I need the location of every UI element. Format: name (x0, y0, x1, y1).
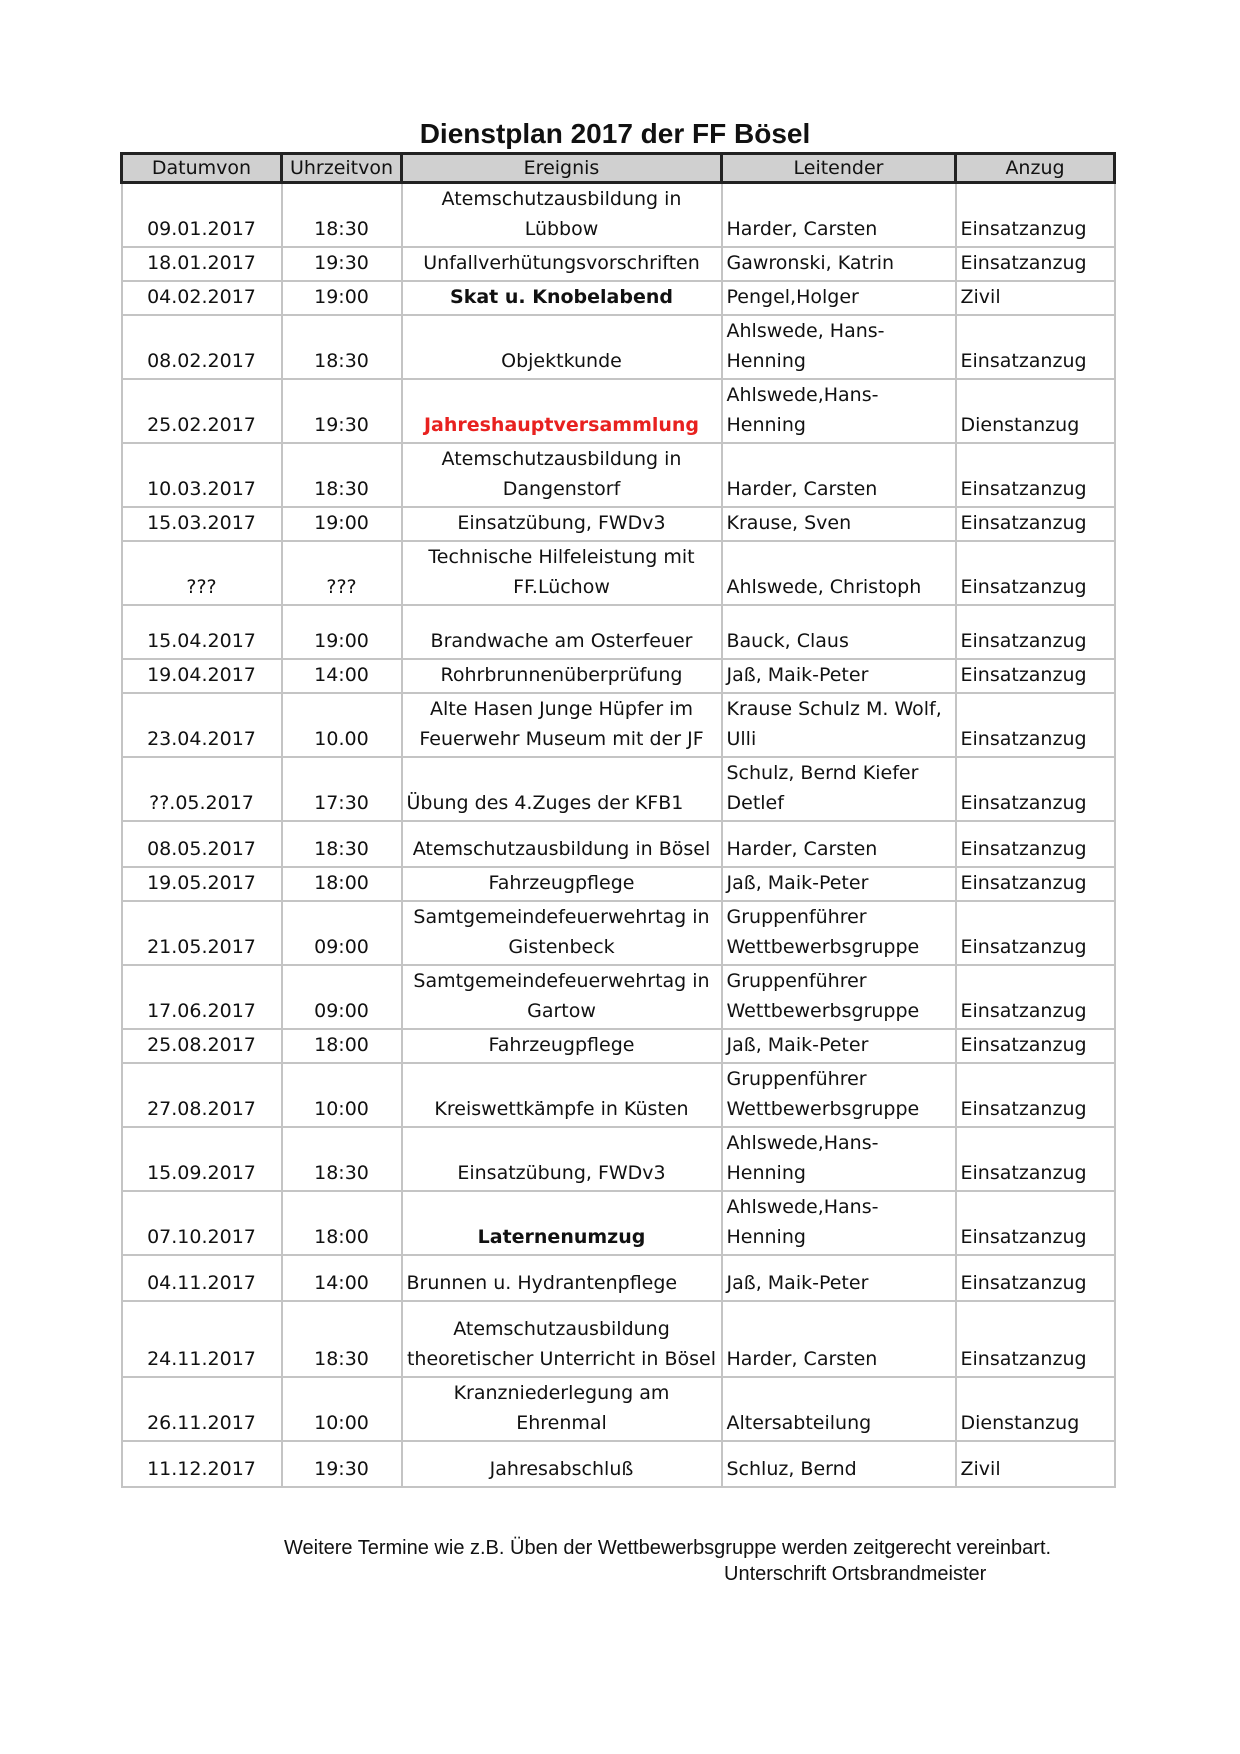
cell-attire: Einsatzanzug (956, 443, 1115, 507)
table-row (122, 1441, 1115, 1487)
cell-time: 19:00 (282, 507, 402, 541)
cell-attire: Zivil (956, 1441, 1115, 1487)
cell-event: Atemschutzausbildung in Lübbow (402, 183, 722, 248)
table-row (122, 1377, 1115, 1441)
cell-attire: Einsatzanzug (956, 821, 1115, 867)
cell-attire: Einsatzanzug (956, 757, 1115, 821)
cell-date: 10.03.2017 (122, 443, 282, 507)
cell-date: 04.11.2017 (122, 1255, 282, 1301)
cell-time: 18:00 (282, 1191, 402, 1255)
cell-leader: Harder, Carsten (722, 443, 956, 507)
column-header-attire: Anzug (956, 154, 1115, 183)
cell-event: Brunnen u. Hydrantenpflege (402, 1255, 722, 1301)
column-header-date: Datumvon (122, 154, 282, 183)
cell-leader: Harder, Carsten (722, 1301, 956, 1377)
cell-time: 19:30 (282, 379, 402, 443)
cell-event: Laternenumzug (402, 1191, 722, 1255)
table-row (122, 1255, 1115, 1301)
cell-attire: Einsatzanzug (956, 659, 1115, 693)
cell-date: 17.06.2017 (122, 965, 282, 1029)
cell-date: 21.05.2017 (122, 901, 282, 965)
column-header-event: Ereignis (402, 154, 722, 183)
signature-label: Unterschrift Ortsbrandmeister (724, 1563, 987, 1585)
cell-event: Alte Hasen Junge Hüpfer im Feuerwehr Museum mit der JF (402, 693, 722, 757)
cell-date: 15.03.2017 (122, 507, 282, 541)
cell-attire: Einsatzanzug (956, 605, 1115, 659)
cell-date: 15.09.2017 (122, 1127, 282, 1191)
cell-attire: Einsatzanzug (956, 901, 1115, 965)
table-row (122, 1029, 1115, 1063)
cell-leader: Ahlswede, Hans-Henning (722, 315, 956, 379)
cell-date: 15.04.2017 (122, 605, 282, 659)
cell-attire: Einsatzanzug (956, 867, 1115, 901)
cell-time: 14:00 (282, 1255, 402, 1301)
table-row (122, 443, 1115, 507)
cell-leader: Harder, Carsten (722, 183, 956, 248)
cell-leader: Ahlswede, Christoph (722, 541, 956, 605)
cell-leader: Harder, Carsten (722, 821, 956, 867)
cell-time: 19:00 (282, 605, 402, 659)
cell-time: 18:30 (282, 183, 402, 248)
cell-attire: Dienstanzug (956, 1377, 1115, 1441)
cell-date: ??.05.2017 (122, 757, 282, 821)
cell-event: Einsatzübung, FWDv3 (402, 507, 722, 541)
cell-time: 18:30 (282, 443, 402, 507)
cell-time: 18:30 (282, 1127, 402, 1191)
column-header-leader: Leitender (722, 154, 956, 183)
table-row (122, 183, 1115, 248)
cell-time: ??? (282, 541, 402, 605)
page-title: Dienstplan 2017 der FF Bösel (419, 118, 811, 149)
cell-time: 18:30 (282, 315, 402, 379)
table-row (122, 315, 1115, 379)
cell-leader: Jaß, Maik-Peter (722, 659, 956, 693)
cell-date: 25.02.2017 (122, 379, 282, 443)
cell-leader: Krause, Sven (722, 507, 956, 541)
cell-attire: Einsatzanzug (956, 1063, 1115, 1127)
cell-date: 19.05.2017 (122, 867, 282, 901)
cell-time: 18:00 (282, 1029, 402, 1063)
cell-leader: Jaß, Maik-Peter (722, 867, 956, 901)
cell-event: Übung des 4.Zuges der KFB1 (402, 757, 722, 821)
cell-time: 19:30 (282, 1441, 402, 1487)
cell-time: 10.00 (282, 693, 402, 757)
cell-time: 10:00 (282, 1063, 402, 1127)
cell-date: 08.02.2017 (122, 315, 282, 379)
cell-time: 18:00 (282, 867, 402, 901)
table-row (122, 1301, 1115, 1377)
cell-date: 26.11.2017 (122, 1377, 282, 1441)
cell-attire: Einsatzanzug (956, 1191, 1115, 1255)
table-row (122, 1191, 1115, 1255)
table-row (122, 1127, 1115, 1191)
cell-leader: Gruppenführer Wettbewerbsgruppe (722, 901, 956, 965)
cell-time: 18:30 (282, 1301, 402, 1377)
cell-event: Unfallverhütungsvorschriften (402, 247, 722, 281)
cell-date: ??? (122, 541, 282, 605)
cell-leader: Jaß, Maik-Peter (722, 1029, 956, 1063)
cell-leader: Jaß, Maik-Peter (722, 1255, 956, 1301)
cell-event: Kranzniederlegung am Ehrenmal (402, 1377, 722, 1441)
table-row (122, 541, 1115, 605)
cell-date: 04.02.2017 (122, 281, 282, 315)
cell-leader: Ahlswede,Hans-Henning (722, 1127, 956, 1191)
cell-event: Skat u. Knobelabend (402, 281, 722, 315)
cell-date: 18.01.2017 (122, 247, 282, 281)
cell-attire: Einsatzanzug (956, 1301, 1115, 1377)
cell-attire: Einsatzanzug (956, 183, 1115, 248)
cell-event: Technische Hilfeleistung mit FF.Lüchow (402, 541, 722, 605)
cell-attire: Zivil (956, 281, 1115, 315)
cell-event: Brandwache am Osterfeuer (402, 605, 722, 659)
cell-date: 25.08.2017 (122, 1029, 282, 1063)
schedule-table (120, 152, 1116, 1488)
cell-event: Objektkunde (402, 315, 722, 379)
cell-event: Fahrzeugpflege (402, 1029, 722, 1063)
cell-event: Rohrbrunnenüberprüfung (402, 659, 722, 693)
cell-time: 18:30 (282, 821, 402, 867)
cell-date: 24.11.2017 (122, 1301, 282, 1377)
cell-attire: Einsatzanzug (956, 315, 1115, 379)
cell-event: Jahresabschluß (402, 1441, 722, 1487)
cell-time: 09:00 (282, 901, 402, 965)
cell-leader: Ahlswede,Hans-Henning (722, 1191, 956, 1255)
table-row (122, 247, 1115, 281)
cell-leader: Schluz, Bernd (722, 1441, 956, 1487)
cell-leader: Gruppenführer Wettbewerbsgruppe (722, 1063, 956, 1127)
cell-date: 19.04.2017 (122, 659, 282, 693)
table-row (122, 659, 1115, 693)
cell-attire: Einsatzanzug (956, 693, 1115, 757)
table-row (122, 757, 1115, 821)
cell-attire: Einsatzanzug (956, 247, 1115, 281)
cell-leader: Altersabteilung (722, 1377, 956, 1441)
cell-time: 10:00 (282, 1377, 402, 1441)
table-row (122, 507, 1115, 541)
cell-attire: Dienstanzug (956, 379, 1115, 443)
cell-date: 09.01.2017 (122, 183, 282, 248)
cell-leader: Gruppenführer Wettbewerbsgruppe (722, 965, 956, 1029)
cell-event: Atemschutzausbildung in Bösel (402, 821, 722, 867)
cell-attire: Einsatzanzug (956, 965, 1115, 1029)
cell-event: Jahreshauptversammlung (402, 379, 722, 443)
cell-event: Atemschutzausbildung theoretischer Unterricht in Bösel (402, 1301, 722, 1377)
cell-leader: Schulz, Bernd Kiefer Detlef (722, 757, 956, 821)
cell-time: 09:00 (282, 965, 402, 1029)
cell-attire: Einsatzanzug (956, 1029, 1115, 1063)
cell-attire: Einsatzanzug (956, 1255, 1115, 1301)
schedule-rows (122, 183, 1115, 1488)
cell-attire: Einsatzanzug (956, 1127, 1115, 1191)
cell-attire: Einsatzanzug (956, 541, 1115, 605)
cell-time: 19:30 (282, 247, 402, 281)
cell-event: Atemschutzausbildung in Dangenstorf (402, 443, 722, 507)
cell-date: 27.08.2017 (122, 1063, 282, 1127)
cell-time: 19:00 (282, 281, 402, 315)
footer-note: Weitere Termine wie z.B. Üben der Wettbewerbsgruppe werden zeitgerecht vereinbart. (284, 1537, 1052, 1559)
cell-leader: Pengel,Holger (722, 281, 956, 315)
cell-date: 07.10.2017 (122, 1191, 282, 1255)
cell-event: Samtgemeindefeuerwehrtag in Gistenbeck (402, 901, 722, 965)
cell-event: Kreiswettkämpfe in Küsten (402, 1063, 722, 1127)
table-row (122, 379, 1115, 443)
cell-event: Samtgemeindefeuerwehrtag in Gartow (402, 965, 722, 1029)
cell-leader: Gawronski, Katrin (722, 247, 956, 281)
column-header-time: Uhrzeitvon (282, 154, 402, 183)
cell-event: Fahrzeugpflege (402, 867, 722, 901)
cell-date: 08.05.2017 (122, 821, 282, 867)
cell-time: 14:00 (282, 659, 402, 693)
cell-leader: Bauck, Claus (722, 605, 956, 659)
cell-attire: Einsatzanzug (956, 507, 1115, 541)
table-row (122, 867, 1115, 901)
cell-leader: Krause Schulz M. Wolf, Ulli (722, 693, 956, 757)
cell-leader: Ahlswede,Hans-Henning (722, 379, 956, 443)
cell-date: 23.04.2017 (122, 693, 282, 757)
table-header-row (122, 154, 1115, 183)
table-row (122, 605, 1115, 659)
cell-time: 17:30 (282, 757, 402, 821)
table-row (122, 693, 1115, 757)
table-row (122, 965, 1115, 1029)
table-row (122, 281, 1115, 315)
cell-date: 11.12.2017 (122, 1441, 282, 1487)
table-row (122, 901, 1115, 965)
cell-event: Einsatzübung, FWDv3 (402, 1127, 722, 1191)
table-row (122, 821, 1115, 867)
table-row (122, 1063, 1115, 1127)
